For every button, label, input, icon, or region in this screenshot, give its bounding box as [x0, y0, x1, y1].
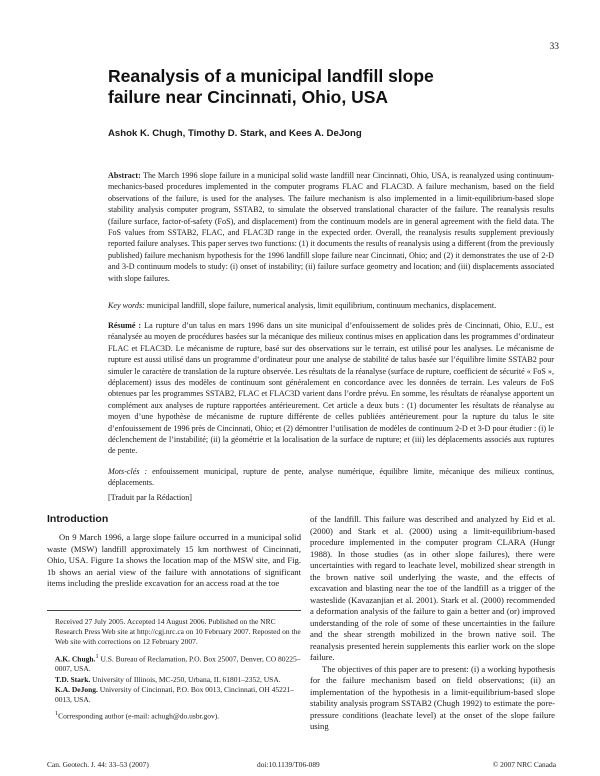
footnote-box — [47, 610, 301, 726]
abstract-label: Abstract: — [108, 171, 141, 180]
abstract-text: The March 1996 slope failure in a municipal solid waste landfill near Cincinnati, Ohio, USA, is reanalyzed using continuum-mechanics-based procedures implemented in the computer programs FLAC and FLAC3D. A failure mechanism, based on the field observations of the failure, is used for the analyses. The failure mechanism is also implemented in a limit-equilibrium-based slope stability analysis computer program, SSTAB2, to simulate the observed translational character of the failure. The reanalysis results (failure surface, factor-of-safety (FoS), and displacement) from the continuum models are in general agreement with the field data. The FoS values from SSTAB2, FLAC, and FLAC3D range in the expected order. Overall, the reanalysis results supplement previously reported failure analyses. This paper serves two functions: (1) it documents the results of reanalysis using a different (from the previously published) failure mechanism hypothesis for the 1996 landfill slope failure near Cincinnati, Ohio; and (2) it demonstrates the use of 2-D and 3-D continuum models to study: (i) onset of instability; (ii) failure surface geometry and location; and (iii) displacements associated with slope failures. — [108, 171, 554, 283]
corr-sup: 1 — [55, 710, 59, 718]
abstract — [108, 170, 554, 284]
author1-affiliation — [55, 652, 301, 706]
footer-copyright: © 2007 NRC Canada — [492, 760, 556, 769]
author3-name: K.A. DeJong. — [55, 684, 98, 694]
corresponding-text: Corresponding author (e-mail: achugh@do.usbr.gov). — [58, 711, 220, 721]
intro-paragraph-3: The objectives of this paper are to present: (i) a working hypothesis for the failure mechanism based on field observations; (ii) an implementation of the hypothesis in a limit-equilibrium-based slope stability analysis program SSTAB2 (Chugh 1992) to estimate the pore-pressure conditions (leachate level) at the onset of the slope failure using — [310, 663, 555, 731]
intro-paragraph-2: of the landfill. This failure was described and analyzed by Eid et al. (2000) and Stark et al. (2000) using a limit-equilibrium-based procedure implemented in the computer program CLARA (Hungr 1988). In those studies (as in other slope failures), there were uncertainties with regard to leachate level, mobilized shear strength in the brown native soil underlying the waste, and the effects of excavation and blasting near the toe of the landfill as a trigger of the wasteslide (Kavazanjian et al. 2001). Stark et al. (2000) recommended a deformation analysis of the failure to gain a better and (or) improved understanding of the role of some of these uncertainties in the failure and the shear strength mobilized in the brown native soil. The reanalysis presented herein supplements this earlier work on the slope failure. — [310, 514, 555, 662]
paper-title: Reanalysis of a municipal landfill slope failure near Cincinnati, Ohio, USA — [108, 66, 434, 107]
mots-cles-text: enfouissement municipal, rupture de pente, analyse numérique, équilibre limite, mécanique des milieux continus, déplacements. — [108, 467, 554, 488]
keywords — [108, 300, 554, 311]
footer-journal: Can. Geotech. J. 44: 33–53 (2007) — [47, 760, 149, 769]
introduction-heading: Introduction — [47, 513, 109, 525]
intro-paragraph-1: On 9 March 1996, a large slope failure occurred in a municipal solid waste (MSW) landfill approximately 15 km northwest of Cincinnati, Ohio, USA. Figure 1a shows the location map of the MSW site, and Fig. 1b shows an aerial view of the failure with annotations of significant items including the preslide excavation for an access road at the toe — [47, 532, 301, 588]
page-number: 33 — [549, 42, 559, 52]
author-list: Ashok K. Chugh, Timothy D. Stark, and Kees A. DeJong — [108, 128, 362, 139]
author1-address: U.S. Bureau of Reclamation, P.O. Box 25007, Denver, CO 80225–0007, USA. — [55, 654, 301, 674]
introduction-left-column — [47, 532, 301, 590]
author3-address: University of Cincinnati, P.O. Box 0013, Cincinnati, OH 45221–0013, USA. — [55, 684, 295, 704]
author2-address: University of Illinois, MC-250, Urbana, IL 61801–2352, USA. — [92, 674, 281, 684]
footer-doi: doi:10.1139/T06-089 — [257, 760, 320, 769]
mots-cles — [108, 466, 554, 489]
translation-note: [Traduit par la Rédaction] — [108, 493, 192, 502]
keywords-label: Key words: — [108, 301, 145, 310]
corresponding-author — [55, 709, 301, 722]
author1-sup: 1 — [95, 652, 99, 660]
mots-cles-label: Mots-clés : — [108, 467, 148, 476]
keywords-text: municipal landfill, slope failure, numerical analysis, limit equilibrium, continuum mechanics, displacement. — [146, 301, 497, 310]
author2-name: T.D. Stark. — [55, 674, 91, 684]
received-note: Received 27 July 2005. Accepted 14 August 2006. Published on the NRC Research Press Web site at http://cgj.nrc.ca on 10 February 2007. Reposted on the Web site with corrections on 12 February 2007. — [55, 617, 301, 647]
resume — [108, 320, 554, 457]
author1-name: A.K. Chugh. — [55, 654, 96, 664]
resume-text: La rupture d’un talus en mars 1996 dans un site municipal d’enfouissement de solides près de Cincinnati, Ohio, E.U., est réanalysée au moyen de procédures basées sur la mécanique des milieux continus mises en application dans les programmes d’ordinateur FLAC et FLAC3D. Le mécanisme de rupture, basé sur des observations sur le terrain, est utilisé pour les analyses. Le mécanisme de rupture est aussi utilisé dans un programme d’ordinateur pour une analyse de stabilité de talus basée sur l’équilibre limite SSTAB2 pour simuler le caractère de translation de la rupture observée. Les résultats de la réanalyse (surface de rupture, coefficient de sécurité « FoS », déplacement) issus des modèles de continuum sont généralement en concordance avec les données de terrain. Les valeurs de FoS obtenues par les programmes SSTAB2, FLAC et FLAC3D varient dans l’ordre prévu. En somme, les résultats de réanalyse apportent un complément aux analyses de rupture rapportées antérieurement. Cet article a deux buts : (1) documenter les résultats de réanalyse au moyen d’une hypothèse de mécanisme de rupture différente de celles publiées antérieurement pour la rupture du talus le site d’enfouissement de 1996 près de Cincinnati, Ohio; et (2) démontrer l’utilisation de modèles de continuum 2-D et 3-D pour étudier : (i) le déclenchement de l’instabilité; (ii) la géométrie et la localisation de la surface de rupture; et (iii) les déplacements associés aux ruptures de pente. — [108, 321, 554, 456]
resume-label: Résumé : — [108, 321, 142, 330]
introduction-right-column — [310, 514, 555, 733]
